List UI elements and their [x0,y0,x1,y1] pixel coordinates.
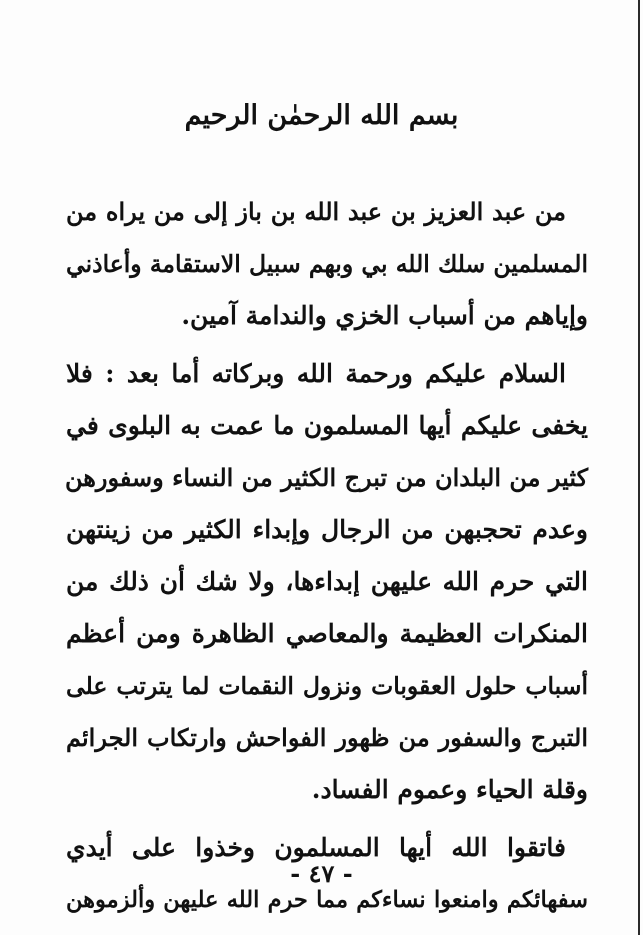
page-number: - ٤٧ - [290,859,353,888]
text-line: التبرج والسفور من ظهور الفواحش وارتكاب الجرائم [66,723,588,752]
page-binding-edge [638,0,640,935]
basmala-heading: بسم الله الرحمٰن الرحيم [184,100,459,131]
text-line: من عبد العزيز بن عبد الله بن باز إلى من يراه من [66,197,566,226]
letter-body [66,186,588,926]
text-line: السلام عليكم ورحمة الله وبركاته أما بعد : فلا [66,359,566,388]
text-line: المنكرات العظيمة والمعاصي الظاهرة ومن أعظم [66,619,588,648]
text-line: المسلمين سلك الله بي وبهم سبيل الاستقامة وأعاذني [66,250,588,278]
text-line: كثير من البلدان من تبرج الكثير من النساء وسفورهن [64,463,588,492]
text-line: وقلة الحياء وعموم الفساد. [311,775,588,804]
text-line: فاتقوا الله أيها المسلمون وخذوا على أيدي [66,833,566,862]
text-line: سفهائكم وامنعوا نساءكم مما حرم الله عليهن وألزموهن [66,887,588,913]
text-line: يخفى عليكم أيها المسلمون ما عمت به البلوى في [66,411,588,440]
text-line: أسباب حلول العقوبات ونزول النقمات لما يترتب على [66,672,588,700]
paragraph-greeting [66,348,588,816]
paragraph-opening [66,186,588,342]
text-line: وعدم تحجبهن من الرجال وإبداء الكثير من زينتهن [66,515,588,544]
text-line: وإياهم من أسباب الخزي والندامة آمين. [181,301,588,330]
text-line: التي حرم الله عليهن إبداءها، ولا شك أن ذلك من [66,567,588,596]
